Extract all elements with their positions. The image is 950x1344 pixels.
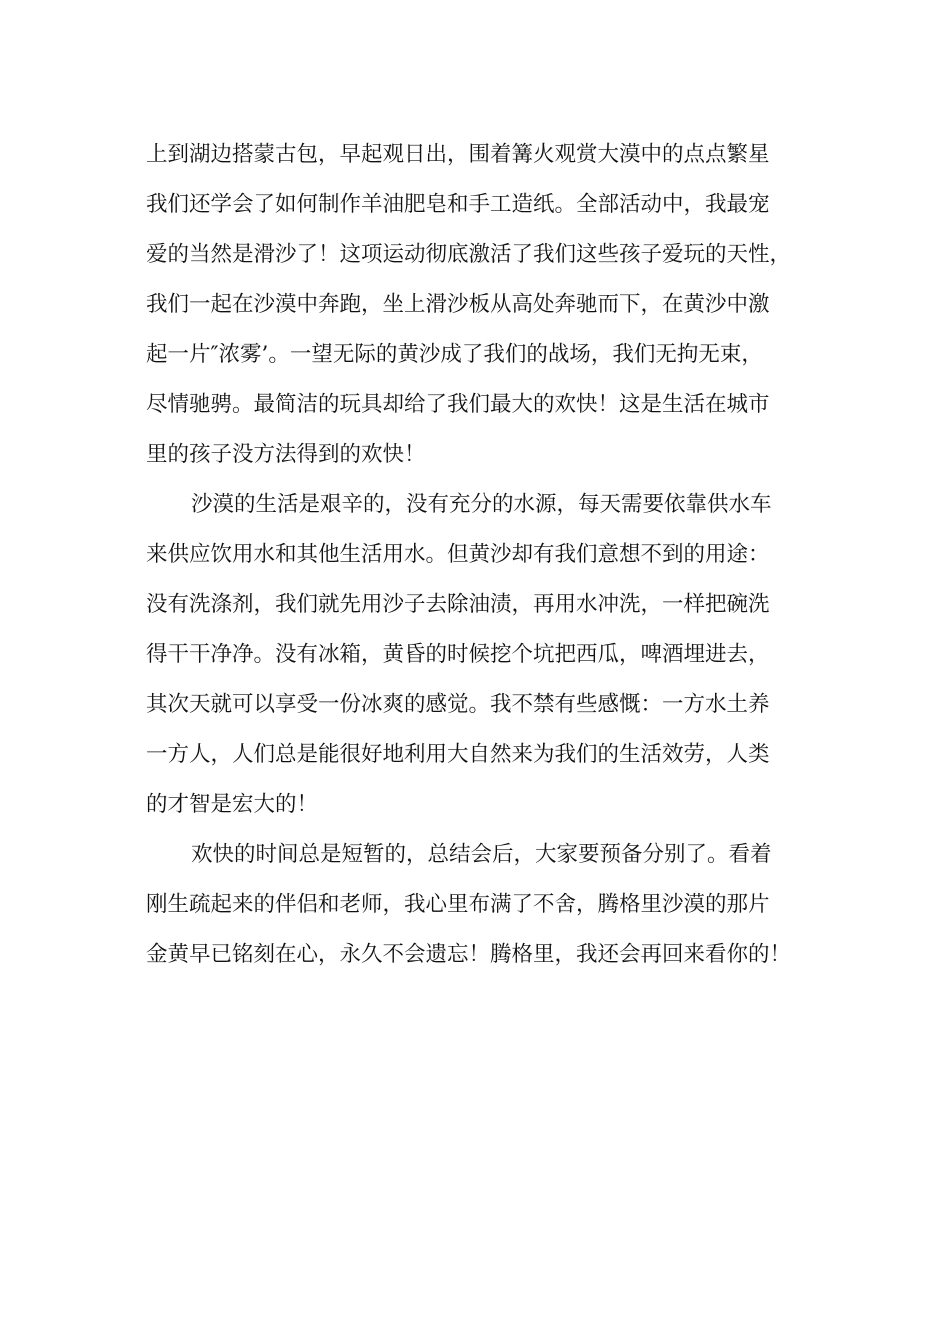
text-line: 刚生疏起来的伴侣和老师，我心里布满了不舍，腾格里沙漠的那片 [146,892,770,917]
text-line: 的才智是宏大的！ [146,792,319,817]
text-line: 尽情驰骋。最简洁的玩具却给了我们最大的欢快！这是生活在城市 [146,392,770,417]
text-line: 没有洗涤剂，我们就先用沙子去除油渍，再用水冲洗，一样把碗洗 [146,592,770,617]
text-line: 我们一起在沙漠中奔跑，坐上滑沙板从高处奔驰而下，在黄沙中激 [146,292,770,317]
text-line: 我们还学会了如何制作羊油肥皂和手工造纸。全部活动中，我最宠 [146,192,770,217]
text-line: 金黄早已铭刻在心，永久不会遗忘！腾格里，我还会再回来看你的！ [146,942,792,967]
paragraph-3 [146,830,836,980]
text-line: 上到湖边搭蒙古包，早起观日出，围着篝火观赏大漠中的点点繁星 [146,142,770,167]
text-line: 里的孩子没方法得到的欢快！ [146,442,426,467]
text-line: 来供应饮用水和其他生活用水。但黄沙却有我们意想不到的用途： [146,542,770,567]
text-line: 沙漠的生活是艰辛的，没有充分的水源，每天需要依靠供水车 [191,492,772,517]
text-line: 欢快的时间总是短暂的，总结会后，大家要预备分别了。看着 [191,842,772,867]
text-line: 起一片″浓雾’。一望无际的黄沙成了我们的战场，我们无拘无束， [146,342,763,367]
text-line: 得干干净净。没有冰箱，黄昏的时候挖个坑把西瓜，啤酒埋进去， [146,642,770,667]
body-text [146,130,836,980]
paragraph-2 [146,480,836,830]
text-line: 爱的当然是滑沙了！这项运动彻底激活了我们这些孩子爱玩的天性， [146,242,792,267]
paragraph-1 [146,130,836,480]
text-line: 其次天就可以享受一份冰爽的感觉。我不禁有些感慨：一方水土养 [146,692,770,717]
text-line: 一方人，人们总是能很好地利用大自然来为我们的生活效劳，人类 [146,742,770,767]
